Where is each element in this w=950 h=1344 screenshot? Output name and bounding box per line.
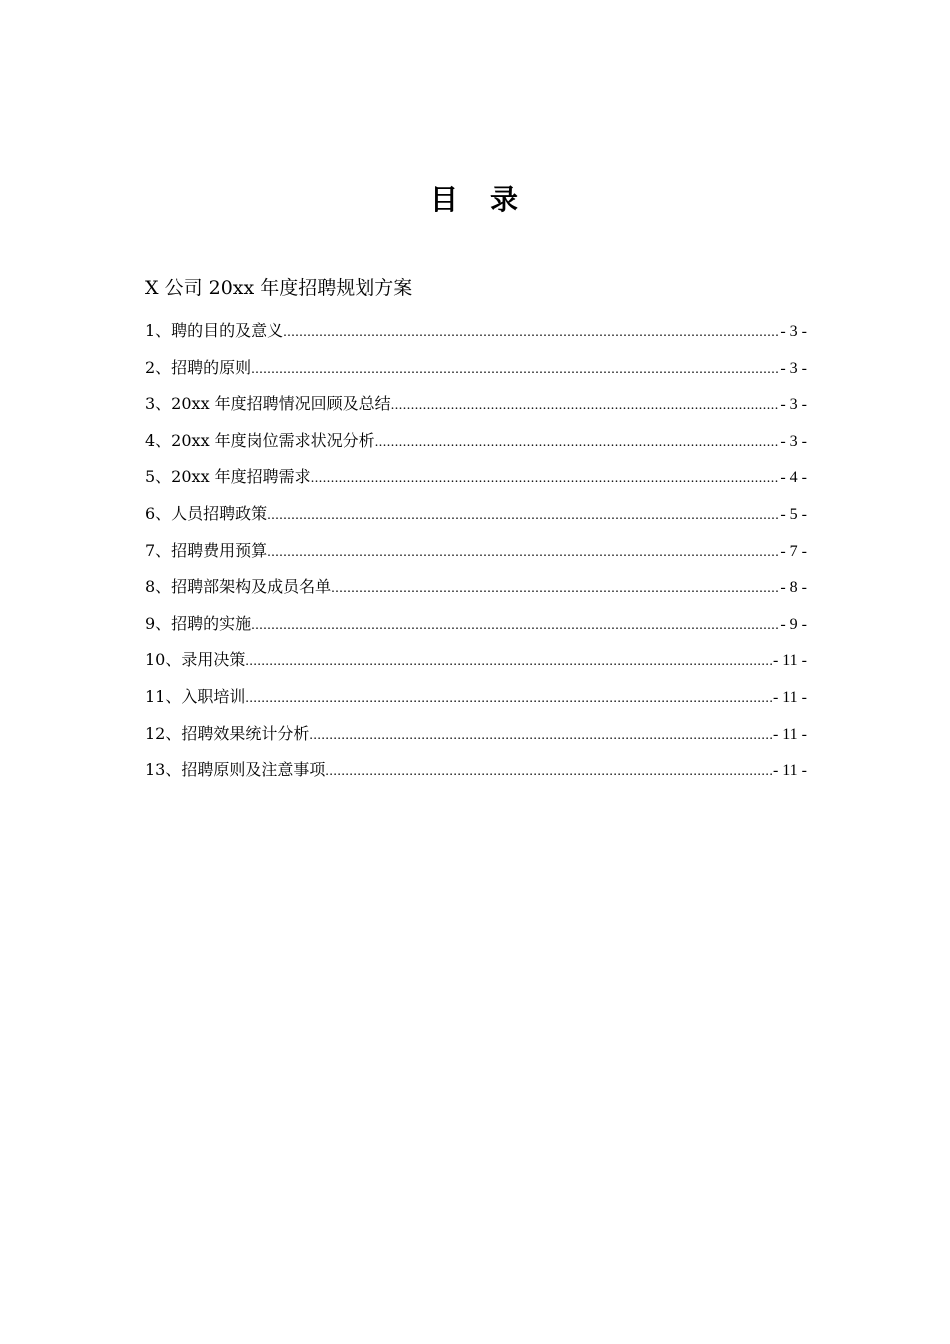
dot-leader [251, 352, 779, 389]
toc-entry-label: 2、招聘的原则 [145, 357, 252, 377]
dot-leader [391, 388, 780, 425]
toc-entry-page: - 11 - [772, 688, 807, 706]
toc-entry-page: - 11 - [772, 725, 807, 743]
toc-entry[interactable] [145, 642, 807, 679]
toc-entry[interactable] [145, 350, 807, 387]
toc-entry-page: - 7 - [780, 542, 807, 560]
toc-entry[interactable] [145, 459, 807, 496]
toc-entry[interactable] [145, 679, 807, 716]
toc-entry-label: 10、录用决策 [145, 650, 246, 670]
toc-entry-label: 9、招聘的实施 [145, 613, 252, 633]
toc-entry[interactable] [145, 313, 807, 350]
toc-entry[interactable] [145, 716, 807, 753]
toc-entry-page: - 11 - [772, 652, 807, 670]
toc-entry-label: 12、招聘效果统计分析 [145, 723, 310, 743]
toc-entry-label: 8、招聘部架构及成员名单 [145, 577, 332, 597]
toc-entry-label: 13、招聘原则及注意事项 [145, 760, 326, 780]
toc-entry-page: - 3 - [780, 359, 807, 377]
dot-leader [251, 608, 779, 645]
toc-entry-label: 1、聘的目的及意义 [145, 321, 284, 340]
toc-entry-page: - 3 - [780, 396, 807, 414]
toc-entry[interactable] [145, 752, 807, 789]
dot-leader [331, 571, 779, 608]
document-title: X 公司 20xx 年度招聘规划方案 [145, 277, 413, 299]
toc-entry-page: - 11 - [772, 762, 807, 780]
toc-entry[interactable] [145, 606, 807, 643]
toc-entry[interactable] [145, 569, 807, 606]
dot-leader [267, 535, 779, 572]
toc-entry-label: 4、20xx 年度岗位需求状况分析 [145, 430, 375, 450]
toc-entry-label: 5、20xx 年度招聘需求 [145, 467, 311, 487]
toc-entry[interactable] [145, 423, 807, 460]
toc-entry-label: 7、招聘费用预算 [145, 540, 268, 560]
dot-leader [325, 754, 772, 791]
toc-entry-page: - 4 - [780, 469, 807, 487]
dot-leader [309, 718, 772, 755]
toc-entry-page: - 3 - [780, 432, 807, 450]
table-of-contents [145, 313, 807, 789]
toc-entry-page: - 9 - [780, 615, 807, 633]
dot-leader [283, 315, 779, 352]
toc-heading: 目 录 [429, 183, 520, 216]
toc-entry[interactable] [145, 386, 807, 423]
toc-entry-label: 6、人员招聘政策 [145, 503, 268, 523]
dot-leader [311, 461, 780, 498]
toc-entry-page: - 5 - [780, 505, 807, 523]
dot-leader [267, 498, 779, 535]
dot-leader [375, 425, 780, 462]
toc-entry-label: 3、20xx 年度招聘情况回顾及总结 [145, 394, 391, 414]
toc-entry-page: - 3 - [780, 323, 807, 340]
dot-leader [245, 681, 772, 718]
toc-entry[interactable] [145, 496, 807, 533]
dot-leader [245, 644, 772, 681]
toc-entry-label: 11、入职培训 [145, 686, 246, 706]
toc-entry[interactable] [145, 533, 807, 570]
toc-entry-page: - 8 - [780, 579, 807, 597]
